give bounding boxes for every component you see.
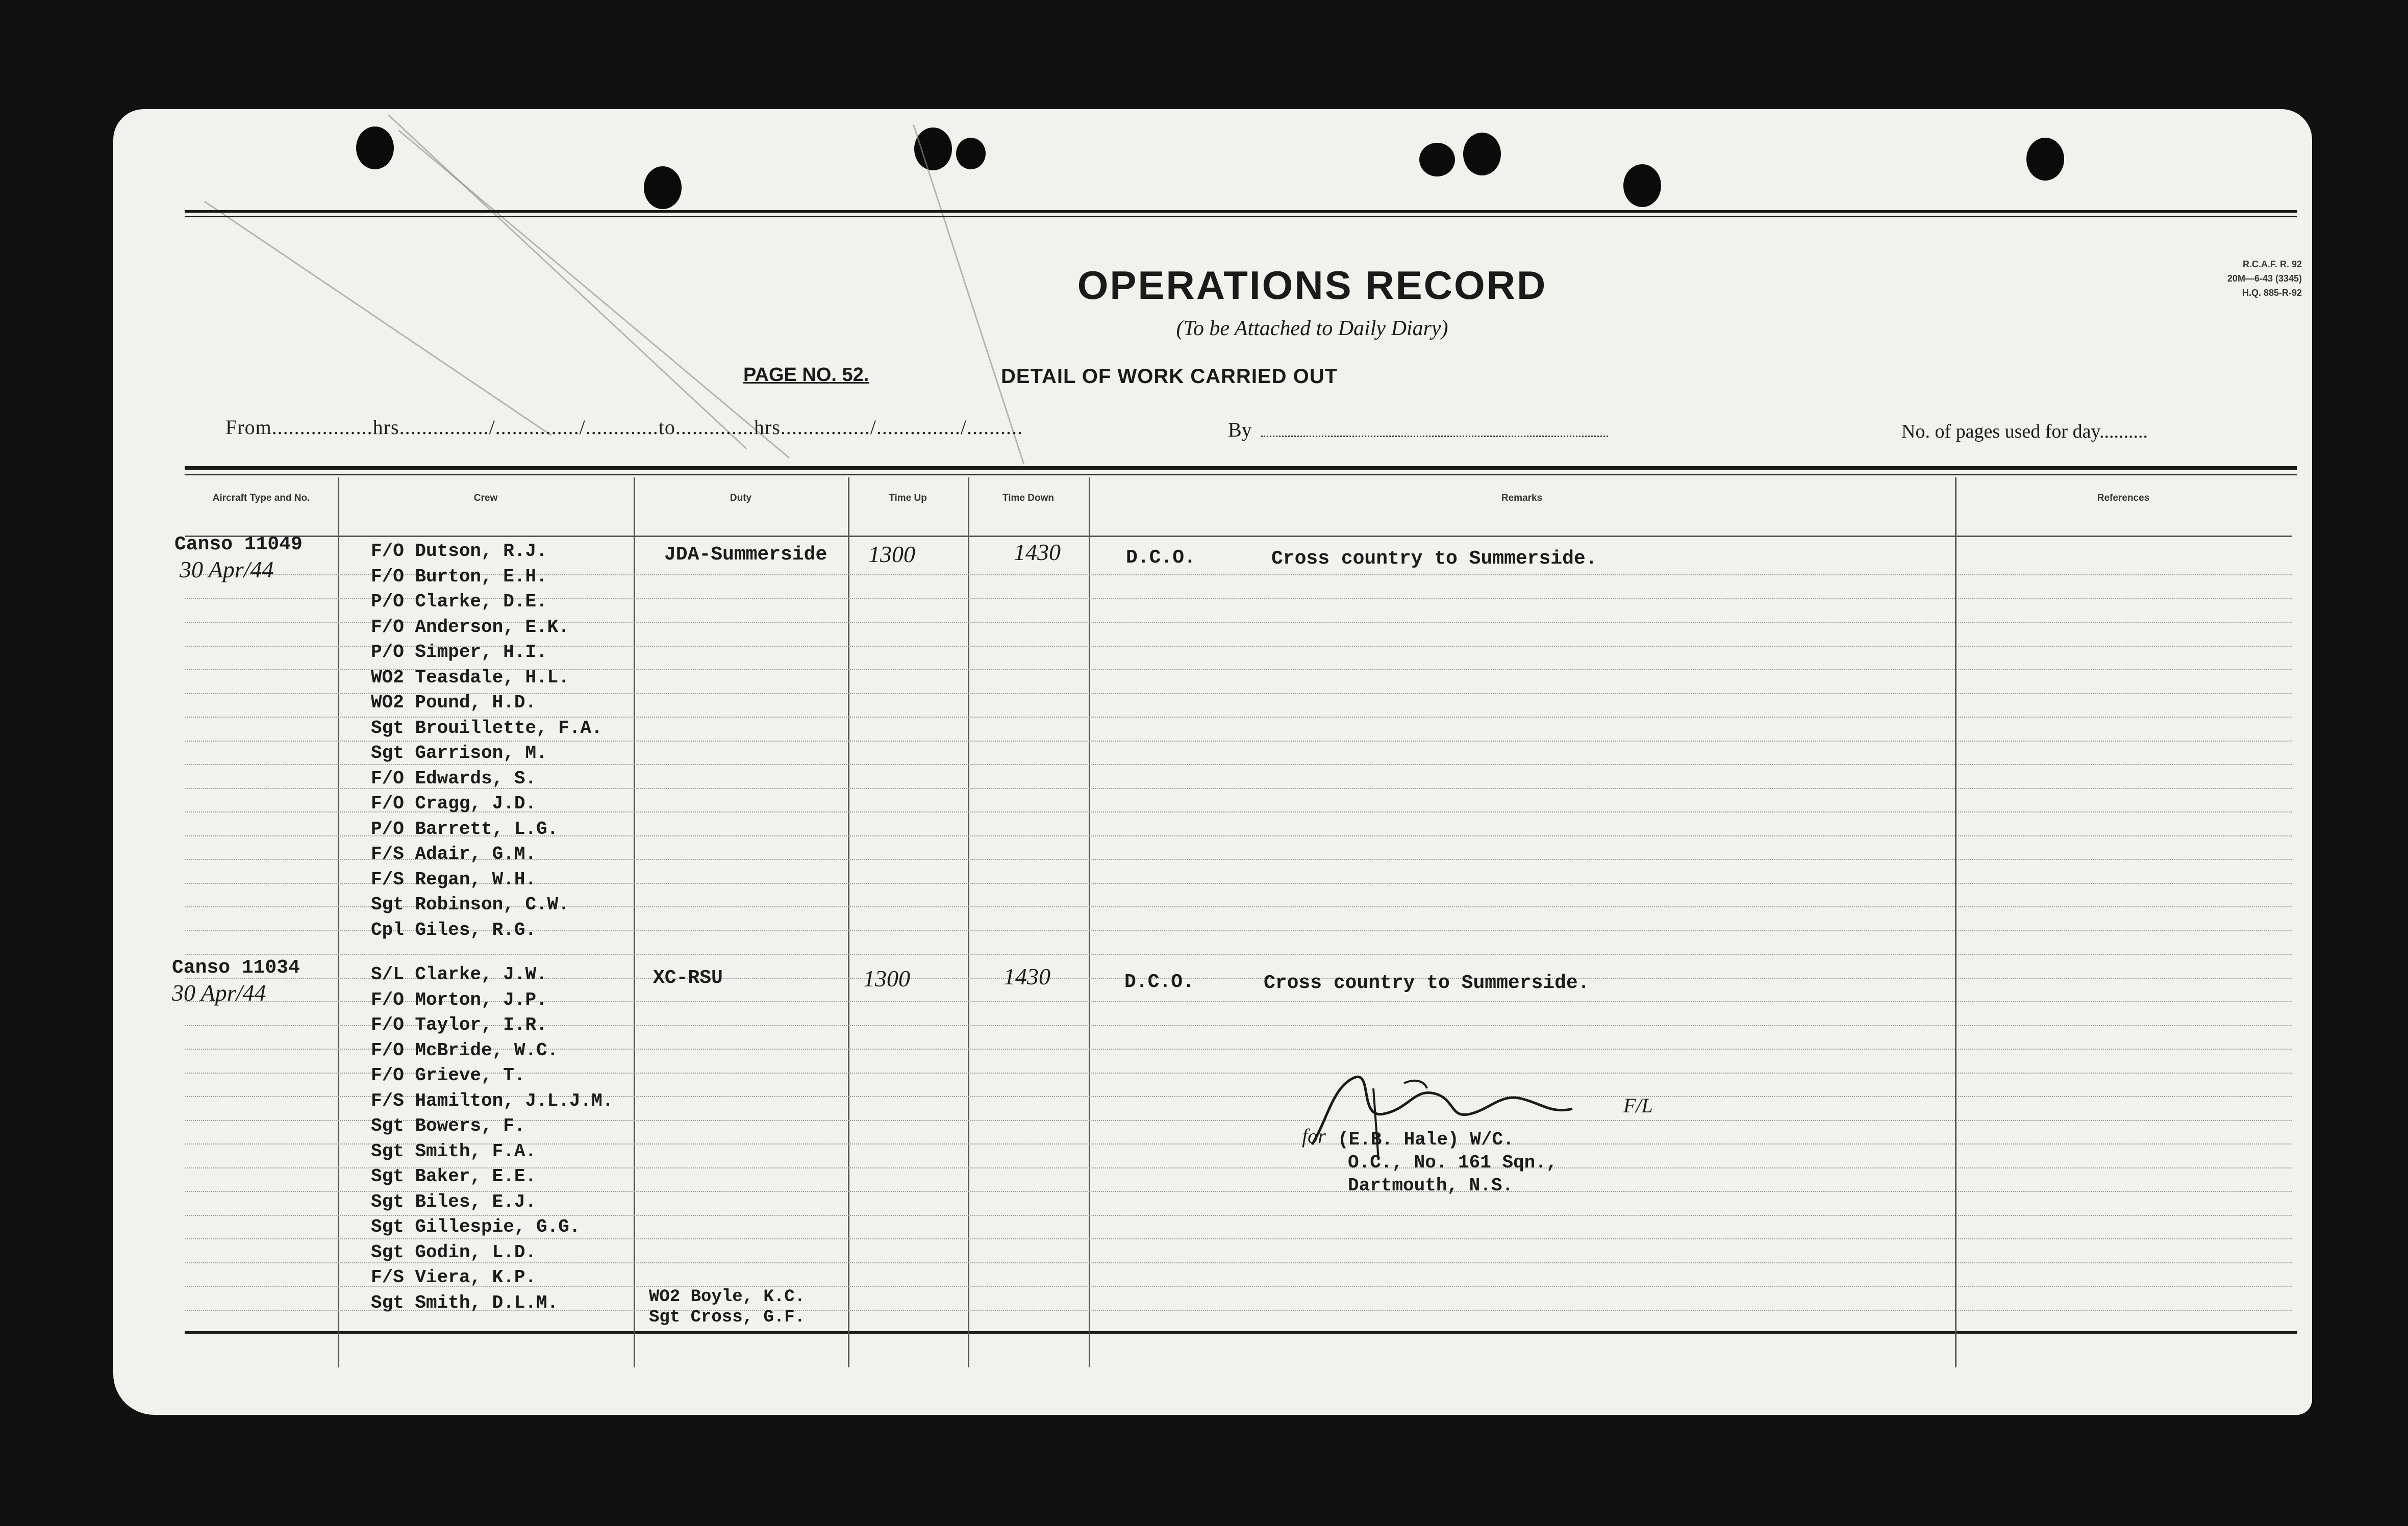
entry-date: 30 Apr/44 xyxy=(180,556,274,582)
crew-member: F/S Adair, G.M. xyxy=(371,844,537,864)
time-down: 1430 xyxy=(1004,963,1050,989)
punch-hole xyxy=(1419,143,1455,176)
page-number: PAGE NO. 52. xyxy=(743,364,869,386)
column-divider xyxy=(1955,477,1956,1367)
duty-extra: Sgt Cross, G.F. xyxy=(649,1308,806,1327)
signature-office: O.C., No. 161 Sqn., xyxy=(1348,1152,1558,1173)
form-id-line: R.C.A.F. R. 92 xyxy=(2242,259,2302,269)
crew-member: Sgt Bowers, F. xyxy=(371,1115,525,1136)
crew-member: F/O Taylor, I.R. xyxy=(371,1014,547,1035)
from-to-line: From..................hrs................/.............../.............to..............hrs................/.............../.......... xyxy=(225,416,1023,439)
crew-member: F/O Cragg, J.D. xyxy=(371,793,537,814)
aircraft-type: Canso 11049 xyxy=(174,533,303,555)
column-header-aircraft: Aircraft Type and No. xyxy=(212,493,310,503)
header-bottom-rule xyxy=(185,536,2292,537)
punch-hole xyxy=(956,138,986,169)
crew-member: F/O Burton, E.H. xyxy=(371,566,547,587)
crew-member: P/O Simper, H.I. xyxy=(371,642,547,663)
crew-member: Sgt Godin, L.D. xyxy=(371,1241,537,1263)
punch-hole xyxy=(914,128,952,170)
column-divider xyxy=(848,477,849,1367)
crew-member: F/O Morton, J.P. xyxy=(371,989,547,1010)
crew-member: F/S Hamilton, J.L.J.M. xyxy=(371,1090,614,1111)
crew-member: Sgt Smith, D.L.M. xyxy=(371,1292,559,1313)
film-scratch xyxy=(388,114,747,449)
remark-text: Cross country to Summerside. xyxy=(1264,972,1590,994)
time-up: 1300 xyxy=(863,965,910,991)
ruled-line xyxy=(185,954,2292,956)
crew-member: Sgt Biles, E.J. xyxy=(371,1191,537,1212)
column-divider xyxy=(1089,477,1090,1367)
punch-hole xyxy=(1463,133,1501,175)
entry-date: 30 Apr/44 xyxy=(172,980,266,1006)
by-dotted-line xyxy=(1261,436,1608,437)
top-rule xyxy=(185,210,2297,213)
form-id-line: 20M—6-43 (3345) xyxy=(2227,273,2302,284)
punch-hole xyxy=(644,166,682,209)
form-identifier xyxy=(2067,257,2302,300)
ruled-line xyxy=(185,741,2292,743)
crew-member: Sgt Smith, F.A. xyxy=(371,1140,537,1162)
film-scratch xyxy=(204,201,551,436)
crew-member: F/O Anderson, E.K. xyxy=(371,616,569,638)
crew-member: Sgt Robinson, C.W. xyxy=(371,894,569,915)
crew-member: F/O Dutson, R.J. xyxy=(371,541,547,562)
crew-member: F/O Grieve, T. xyxy=(371,1065,525,1086)
table-top-rule-thin xyxy=(185,474,2297,475)
duty: JDA-Summerside xyxy=(664,544,827,566)
column-header-duty: Duty xyxy=(730,493,752,503)
column-divider xyxy=(338,477,339,1367)
crew-member: S/L Clarke, J.W. xyxy=(371,964,547,985)
crew-member: F/O McBride, W.C. xyxy=(371,1039,559,1061)
crew-member: Sgt Brouillette, F.A. xyxy=(371,717,603,739)
aircraft-type: Canso 11034 xyxy=(172,957,300,979)
crew-member: Sgt Gillespie, G.G. xyxy=(371,1216,581,1237)
top-rule-thin xyxy=(185,216,2297,217)
column-header-remarks: Remarks xyxy=(1501,493,1543,503)
by-label: By xyxy=(1228,418,1252,441)
signature-for: for xyxy=(1302,1125,1326,1148)
column-divider xyxy=(968,477,969,1367)
crew-member: Sgt Garrison, M. xyxy=(371,743,547,764)
column-divider xyxy=(634,477,635,1367)
ruled-line xyxy=(185,764,2292,766)
remark-code: D.C.O. xyxy=(1126,547,1196,569)
table-top-rule xyxy=(185,466,2297,470)
crew-member: F/S Viera, K.P. xyxy=(371,1267,537,1288)
crew-member: Sgt Baker, E.E. xyxy=(371,1166,537,1187)
signature-name: (E.B. Hale) W/C. xyxy=(1338,1129,1514,1150)
column-header-time-up: Time Up xyxy=(889,493,927,503)
page-title: OPERATIONS RECORD xyxy=(1077,263,1547,308)
signature-note: F/L xyxy=(1623,1094,1653,1117)
crew-member: P/O Barrett, L.G. xyxy=(371,818,559,840)
time-up: 1300 xyxy=(868,541,915,567)
column-header-time-down: Time Down xyxy=(1002,493,1054,503)
crew-member: F/O Edwards, S. xyxy=(371,768,537,789)
signature-location: Dartmouth, N.S. xyxy=(1348,1175,1514,1196)
crew-member: Cpl Giles, R.G. xyxy=(371,919,537,940)
crew-member: P/O Clarke, D.E. xyxy=(371,591,547,612)
duty: XC-RSU xyxy=(653,967,723,989)
remark-code: D.C.O. xyxy=(1124,971,1194,993)
remark-text: Cross country to Summerside. xyxy=(1271,548,1597,570)
form-id-line: H.Q. 885-R-92 xyxy=(2242,288,2302,298)
operations-record-sheet xyxy=(113,109,2312,1415)
pages-used-label: No. of pages used for day.......... xyxy=(1901,421,2148,442)
column-header-crew: Crew xyxy=(473,493,498,503)
table-bottom-rule xyxy=(185,1331,2297,1334)
punch-hole xyxy=(1623,164,1661,207)
column-header-references: References xyxy=(2097,493,2150,503)
crew-member: WO2 Pound, H.D. xyxy=(371,692,537,713)
duty-extra: WO2 Boyle, K.C. xyxy=(649,1287,806,1307)
film-scratch xyxy=(398,130,790,459)
detail-heading: DETAIL OF WORK CARRIED OUT xyxy=(1001,365,1338,388)
punch-hole xyxy=(356,126,394,169)
page-subtitle: (To be Attached to Daily Diary) xyxy=(1176,317,1448,340)
ruled-line xyxy=(185,1238,2292,1240)
punch-hole xyxy=(2026,138,2064,181)
crew-member: WO2 Teasdale, H.L. xyxy=(371,667,569,688)
crew-member: F/S Regan, W.H. xyxy=(371,869,537,890)
time-down: 1430 xyxy=(1014,539,1061,565)
